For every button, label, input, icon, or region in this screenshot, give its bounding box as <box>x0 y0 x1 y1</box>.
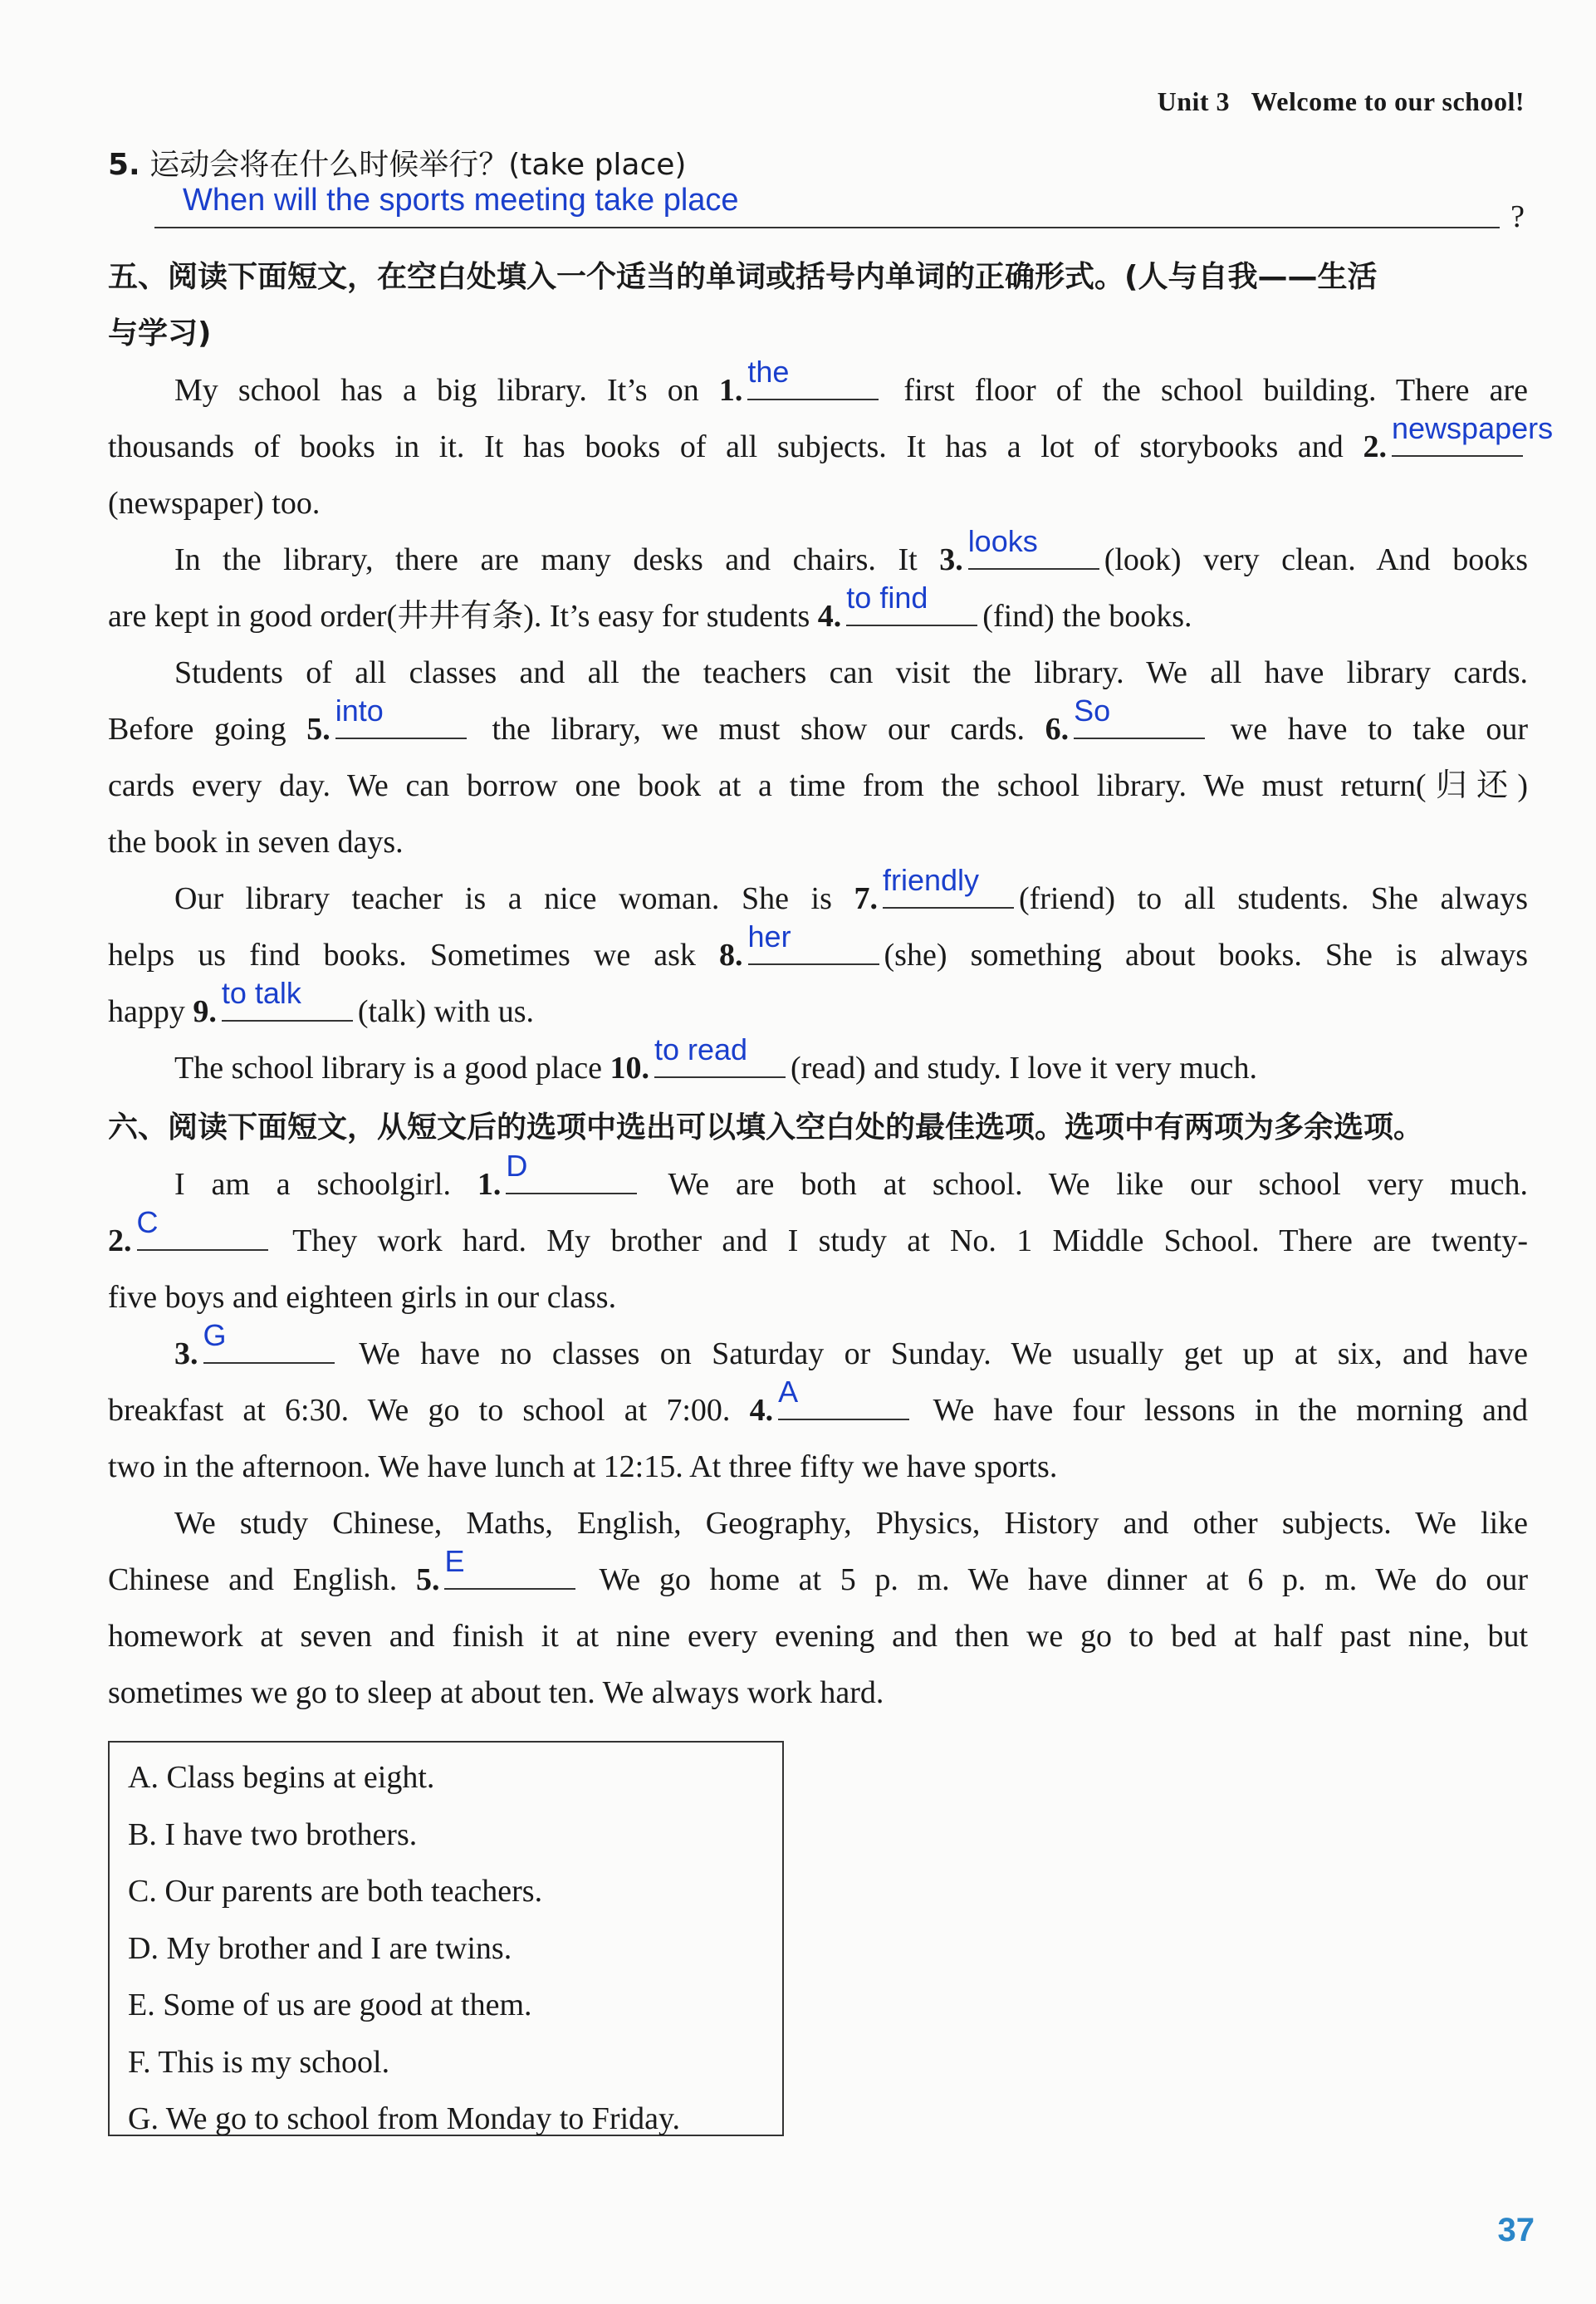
blank-4[interactable]: to find <box>846 591 977 626</box>
blank-9[interactable]: to talk <box>222 987 353 1022</box>
unit-label: Unit 3 <box>1157 86 1231 116</box>
question-prompt: 运动会将在什么时候举行？(take place) <box>149 148 687 182</box>
blank-2[interactable]: C <box>137 1216 268 1251</box>
option-d: D. My brother and I are twins. <box>128 1930 512 1966</box>
page-header <box>1158 86 1525 117</box>
option-a: A. Class begins at eight. <box>128 1760 435 1795</box>
option-f: F. This is my school. <box>128 2044 390 2080</box>
blank-1[interactable]: the <box>747 365 879 400</box>
page-number: 37 <box>1497 2212 1535 2248</box>
blank-5[interactable]: E <box>444 1555 575 1590</box>
option-c: C. Our parents are both teachers. <box>128 1874 543 1909</box>
handwritten-answer: When will the sports meeting take place <box>183 183 739 218</box>
answer-line[interactable]: When will the sports meeting take place ? <box>154 169 1500 228</box>
question-5: 5. 运动会将在什么时候举行？(take place) When will the sports meeting take place ? <box>108 148 1525 234</box>
option-g: G. We go to school from Monday to Friday. <box>128 2101 681 2136</box>
blank-5[interactable]: into <box>335 704 467 739</box>
section-6: 六、阅读下面短文，从短文后的选项中选出可以填入空白处的最佳选项。选项中有两项为多余选项。 I am a schoolgirl. 1. D We are both at school. We like our school very much. 2. C They work hard. My brother and I study at No. 1 Middle School. There are twenty- five boys and eighteen girls in our class. 3. G We have no classes on Saturday or Sunday. We usually get up at six, and have breakfast at 6:30. We go to school at 7:00. 4. A We have four lessons in the morning and two in the afternoon. We have lunch at 12:15. At three fifty we have sports. We study Chinese, Maths, English, Geography, Physics, History and other subjects. We like Chinese and English. 5. E We go home at 5 p. m. We have dinner at 6 p. m. We do our homework at seven and finish it at nine every evening and then we go to bed at half past nine, but sometimes we go to sleep at about ten. We always work hard. <box>108 1100 1528 1721</box>
option-b: B. I have two brothers. <box>128 1816 418 1852</box>
blank-2[interactable]: newspapers <box>1392 422 1523 457</box>
blank-3[interactable]: looks <box>968 535 1099 570</box>
section-5: 五、阅读下面短文，在空白处填入一个适当的单词或括号内单词的正确形式。(人与自我——生活 与学习) My school has a big library. It’s on 1. the first floor of the school building. There are thousands of books in it. It has books of all subjects. It has a lot of storybooks and 2. newspapers (newspaper) too. In the library, there are many desks and chairs. It 3. looks (look) very clean. And books are kept in good order(井井有条). It’s easy for students 4. to find (find) the books. Students of all classes and all the teachers can visit the library. We all have library cards. Before going 5. into the library, we must show our cards. 6. So we have to take our cards every day. We can borrow one book at a time from the school library. We must return(归还) the book in seven days. Our library teacher is a nice woman. She is 7. friendly (friend) to all students. She always helps us find books. Sometimes we ask 8. her (she) something about books. She is always happy 9. to talk (talk) with us. The school library is a good place 10. to read (read) and study. I love it very much. <box>108 249 1528 1096</box>
option-e: E. Some of us are good at them. <box>128 1988 532 2022</box>
blank-10[interactable]: to read <box>654 1043 786 1078</box>
blank-8[interactable]: her <box>748 930 879 965</box>
blank-7[interactable]: friendly <box>883 874 1014 909</box>
options-box <box>108 1741 784 2136</box>
blank-4[interactable]: A <box>778 1385 909 1420</box>
section-heading: 五、阅读下面短文，在空白处填入一个适当的单词或括号内单词的正确形式。(人与自我——生活 <box>108 260 1378 294</box>
blank-3[interactable]: G <box>203 1329 335 1364</box>
section-heading: 六、阅读下面短文，从短文后的选项中选出可以填入空白处的最佳选项。选项中有两项为多余选项。 <box>108 1110 1424 1145</box>
blank-1[interactable]: D <box>506 1159 637 1194</box>
unit-title: Welcome to our school! <box>1251 86 1525 116</box>
blank-6[interactable]: So <box>1074 704 1205 739</box>
